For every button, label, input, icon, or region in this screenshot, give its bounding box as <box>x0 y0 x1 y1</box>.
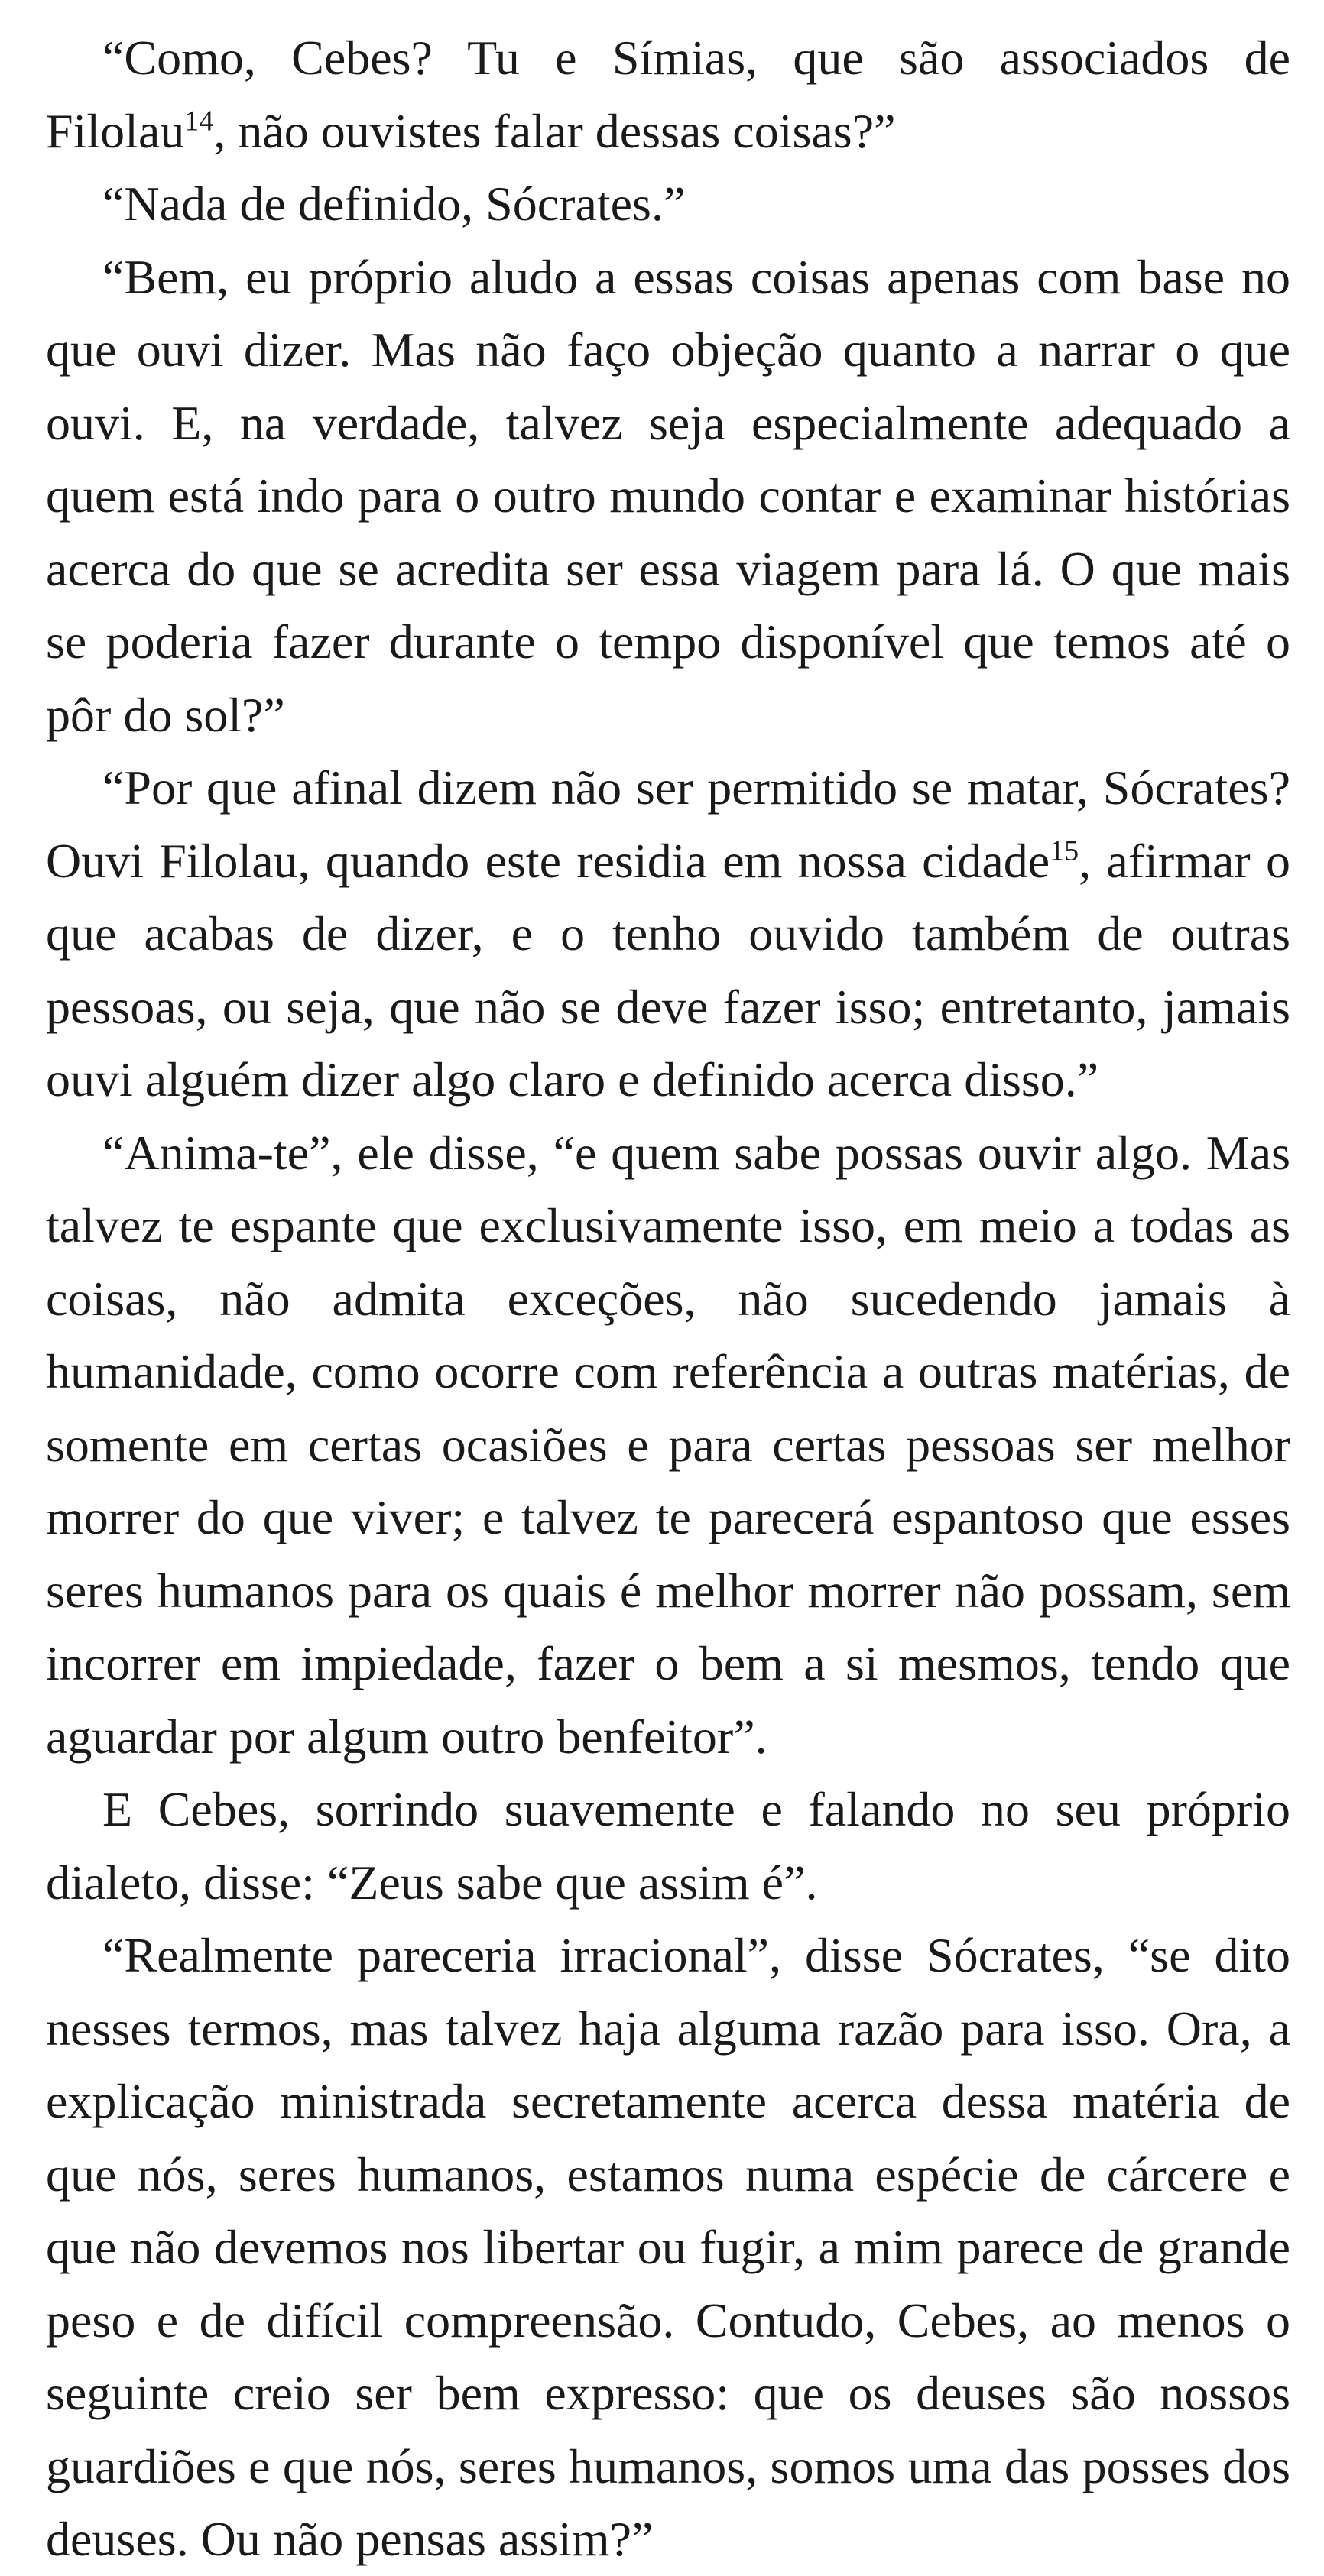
paragraph-1 <box>46 21 1290 167</box>
paragraph-text: “Realmente pareceria irracional”, disse Sócrates, “se dito nesses termos, mas talvez haja alguma razão para isso. Ora, a explicação ministrada secretamente acerca dessa matéria de que nós, seres humanos, estamos numa espécie de cárcere e que não devemos nos libertar ou fugir, a mim parece de grande peso e de difícil compreensão. Contudo, Cebes, ao menos o seguinte creio ser bem expresso: que os deuses são nossos guardiões e que nós, seres humanos, somos uma das posses dos deuses. Ou não pensas assim?” <box>46 1928 1290 2566</box>
paragraph-text: “Anima-te”, ele disse, “e quem sabe possas ouvir algo. Mas talvez te espante que exclusivamente isso, em meio a todas as coisas, não admita exceções, não sucedendo jamais à humanidade, como ocorre com referência a outras matérias, de somente em certas ocasiões e para certas pessoas ser melhor morrer do que viver; e talvez te parecerá espantoso que esses seres humanos para os quais é melhor morrer não possam, sem incorrer em impiedade, fazer o bem a si mesmos, tendo que aguardar por algum outro benfeitor”. <box>46 1125 1290 1764</box>
paragraph-text: , afirmar o que acabas de dizer, e o tenho ouvido também de outras pessoas, ou seja, que não se deve fazer isso; entretanto, jamais ouvi alguém dizer algo claro e definido acerca disso.” <box>46 833 1291 1107</box>
paragraph-text: “Por que afinal dizem não ser permitido se matar, Sócrates? Ouvi Filolau, quando este residia em nossa cidade <box>46 760 1290 888</box>
footnote-ref-14: 14 <box>184 105 214 138</box>
paragraph-5 <box>46 1116 1290 1774</box>
paragraph-text: , não ouvistes falar dessas coisas?” <box>213 103 896 158</box>
paragraph-4 <box>46 751 1290 1116</box>
paragraph-3 <box>46 241 1290 752</box>
paragraph-6 <box>46 1773 1290 1919</box>
footnote-ref-15: 15 <box>1050 834 1079 867</box>
book-page-text <box>46 21 1290 2576</box>
paragraph-2 <box>46 167 1290 241</box>
paragraph-text: “Bem, eu próprio aludo a essas coisas apenas com base no que ouvi dizer. Mas não faço objeção quanto a narrar o que ouvi. E, na verdade, talvez seja especialmente adequado a quem está indo para o outro mundo contar e examinar histórias acerca do que se acredita ser essa viagem para lá. O que mais se poderia fazer durante o tempo disponível que temos até o pôr do sol?” <box>46 249 1290 742</box>
paragraph-text: “Nada de definido, Sócrates.” <box>102 177 686 231</box>
paragraph-7 <box>46 1919 1290 2576</box>
paragraph-text: “Como, Cebes? Tu e Símias, que são associados de Filolau <box>46 31 1290 158</box>
paragraph-text: E Cebes, sorrindo suavemente e falando no seu próprio dialeto, disse: “Zeus sabe que assim é”. <box>46 1782 1290 1910</box>
